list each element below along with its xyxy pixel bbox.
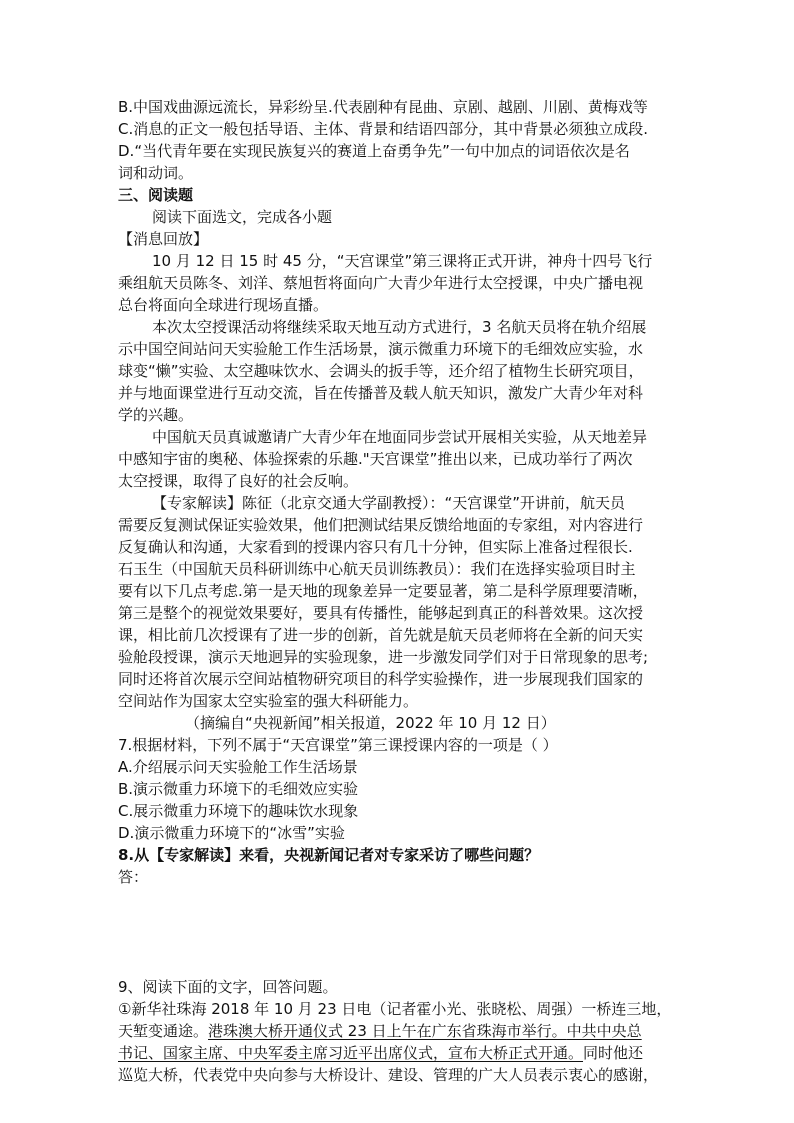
question-7-option-d: D.演示微重力环境下的“冰雪”实验 — [118, 824, 345, 842]
paragraph-line: 石玉生（中国航天员科研训练中心航天员训练教员）：我们在选择实验项目时主 — [118, 560, 636, 578]
option-b-line: B.中国戏曲源远流长，异彩纷呈.代表剧种有昆曲、京剧、越剧、川剧、黄梅戏等 — [118, 98, 648, 116]
question-8: 8.从【专家解读】来看，央视新闻记者对专家采访了哪些问题？ — [118, 846, 540, 864]
question-7: 7.根据材料，下列不属于“天宫课堂”第三课授课内容的一项是（ ） — [118, 736, 558, 754]
question-7-option-a: A.介绍展示问天实验舱工作生活场景 — [118, 758, 358, 776]
paragraph-line: 验舱段授课，演示天地迥异的实验现象，进一步激发同学们对于日常现象的思考; — [118, 648, 649, 666]
paragraph-line: 太空授课，取得了良好的社会反响。 — [118, 472, 359, 490]
paragraph-line: ①新华社珠海 2018 年 10 月 23 日电（记者霍小光、张晓松、周强）一桥连三地， — [118, 1000, 672, 1018]
paragraph-line: 巡览大桥，代表党中央向参与大桥设计、建设、管理的广大人员表示衷心的感谢， — [118, 1066, 659, 1084]
expert-heading-line: 【专家解读】陈征（北京交通大学副教授）：“天宫课堂”开讲前，航天员 — [152, 494, 626, 512]
paragraph-line: 中感知宇宙的奥秘、体验探索的乐趣."天宫课堂”推出以来，已成功举行了两次 — [118, 450, 633, 468]
paragraph-line: 10 月 12 日 15 时 45 分，“天宫课堂”第三课将正式开讲，神舟十四号飞行 — [152, 252, 653, 270]
paragraph-line: 需要反复测试保证实验效果，他们把测试结果反馈给地面的专家组，对内容进行 — [118, 516, 644, 534]
question-7-option-c: C.展示微重力环境下的趣味饮水现象 — [118, 802, 359, 820]
option-c-line: C.消息的正文一般包括导语、主体、背景和结语四部分，其中背景必须独立成段. — [118, 120, 649, 138]
underlined-text: 书记、国家主席、中央军委主席习近平出席仪式，宣布大桥正式开通。 — [118, 1044, 584, 1062]
paragraph-line — [118, 1020, 642, 1042]
paragraph-line: 中国航天员真诚邀请广大青少年在地面同步尝试开展相关实验，从天地差异 — [152, 428, 648, 446]
paragraph-line: 本次太空授课活动将继续采取天地互动方式进行，3 名航天员将在轨介绍展 — [152, 318, 647, 336]
paragraph-line: 乘组航天员陈冬、刘洋、蔡旭哲将面向广大青少年进行太空授课，中央广播电视 — [118, 274, 644, 292]
question-7-option-b: B.演示微重力环境下的毛细效应实验 — [118, 780, 359, 798]
paragraph-line: 示中国空间站问天实验舱工作生活场景，演示微重力环境下的毛细效应实验，水 — [118, 340, 644, 358]
underlined-text: 港珠澳大桥开通仪式 23 日上午在广东省珠海市举行。 — [208, 1022, 567, 1040]
source-citation: （摘编自“央视新闻”相关报道，2022 年 10 月 12 日） — [185, 714, 556, 732]
section-heading: 三、阅读题 — [118, 186, 194, 204]
paragraph-line: 反复确认和沟通，大家看到的授课内容只有几十分钟，但实际上准备过程很长. — [118, 538, 633, 556]
paragraph-line: 同时还将首次展示空间站植物研究项目的科学实验操作，进一步展现我们国家的 — [118, 670, 644, 688]
paragraph-line: 总台将面向全球进行现场直播。 — [118, 296, 329, 314]
option-d-line: D.“当代青年要在实现民族复兴的赛道上奋勇争先”一句中加点的词语依次是名 — [118, 142, 630, 160]
plain-text: 天堑变通途。 — [118, 1022, 209, 1040]
news-heading: 【消息回放】 — [118, 230, 209, 248]
underlined-text: 中共中央总 — [566, 1022, 642, 1040]
paragraph-line: 课，相比前几次授课有了进一步的创新，首先就是航天员老师将在全新的问天实 — [118, 626, 644, 644]
plain-text: 同时他还 — [583, 1044, 644, 1062]
paragraph-line: 要有以下几点考虑.第一是天地的现象差异一定要显著，第二是科学原理要清晰， — [118, 582, 648, 600]
paragraph-line: 学的兴趣。 — [118, 406, 194, 424]
paragraph-line — [118, 1042, 643, 1064]
option-d-line-cont: 词和动词。 — [118, 164, 194, 182]
paragraph-line: 第三是整个的视觉效果要好，要具有传播性，能够起到真正的科普效果。这次授 — [118, 604, 644, 622]
instruction: 阅读下面选文，完成各小题 — [152, 208, 333, 226]
answer-label: 答： — [118, 868, 149, 886]
question-9: 9、阅读下面的文字，回答问题。 — [118, 978, 338, 996]
paragraph-line: 球变“懒”实验、太空趣味饮水、会调头的扳手等，还介绍了植物生长研究项目， — [118, 362, 644, 380]
paragraph-line: 并与地面课堂进行互动交流，旨在传播普及载人航天知识，激发广大青少年对科 — [118, 384, 644, 402]
paragraph-line: 空间站作为国家太空实验室的强大科研能力。 — [118, 692, 419, 710]
